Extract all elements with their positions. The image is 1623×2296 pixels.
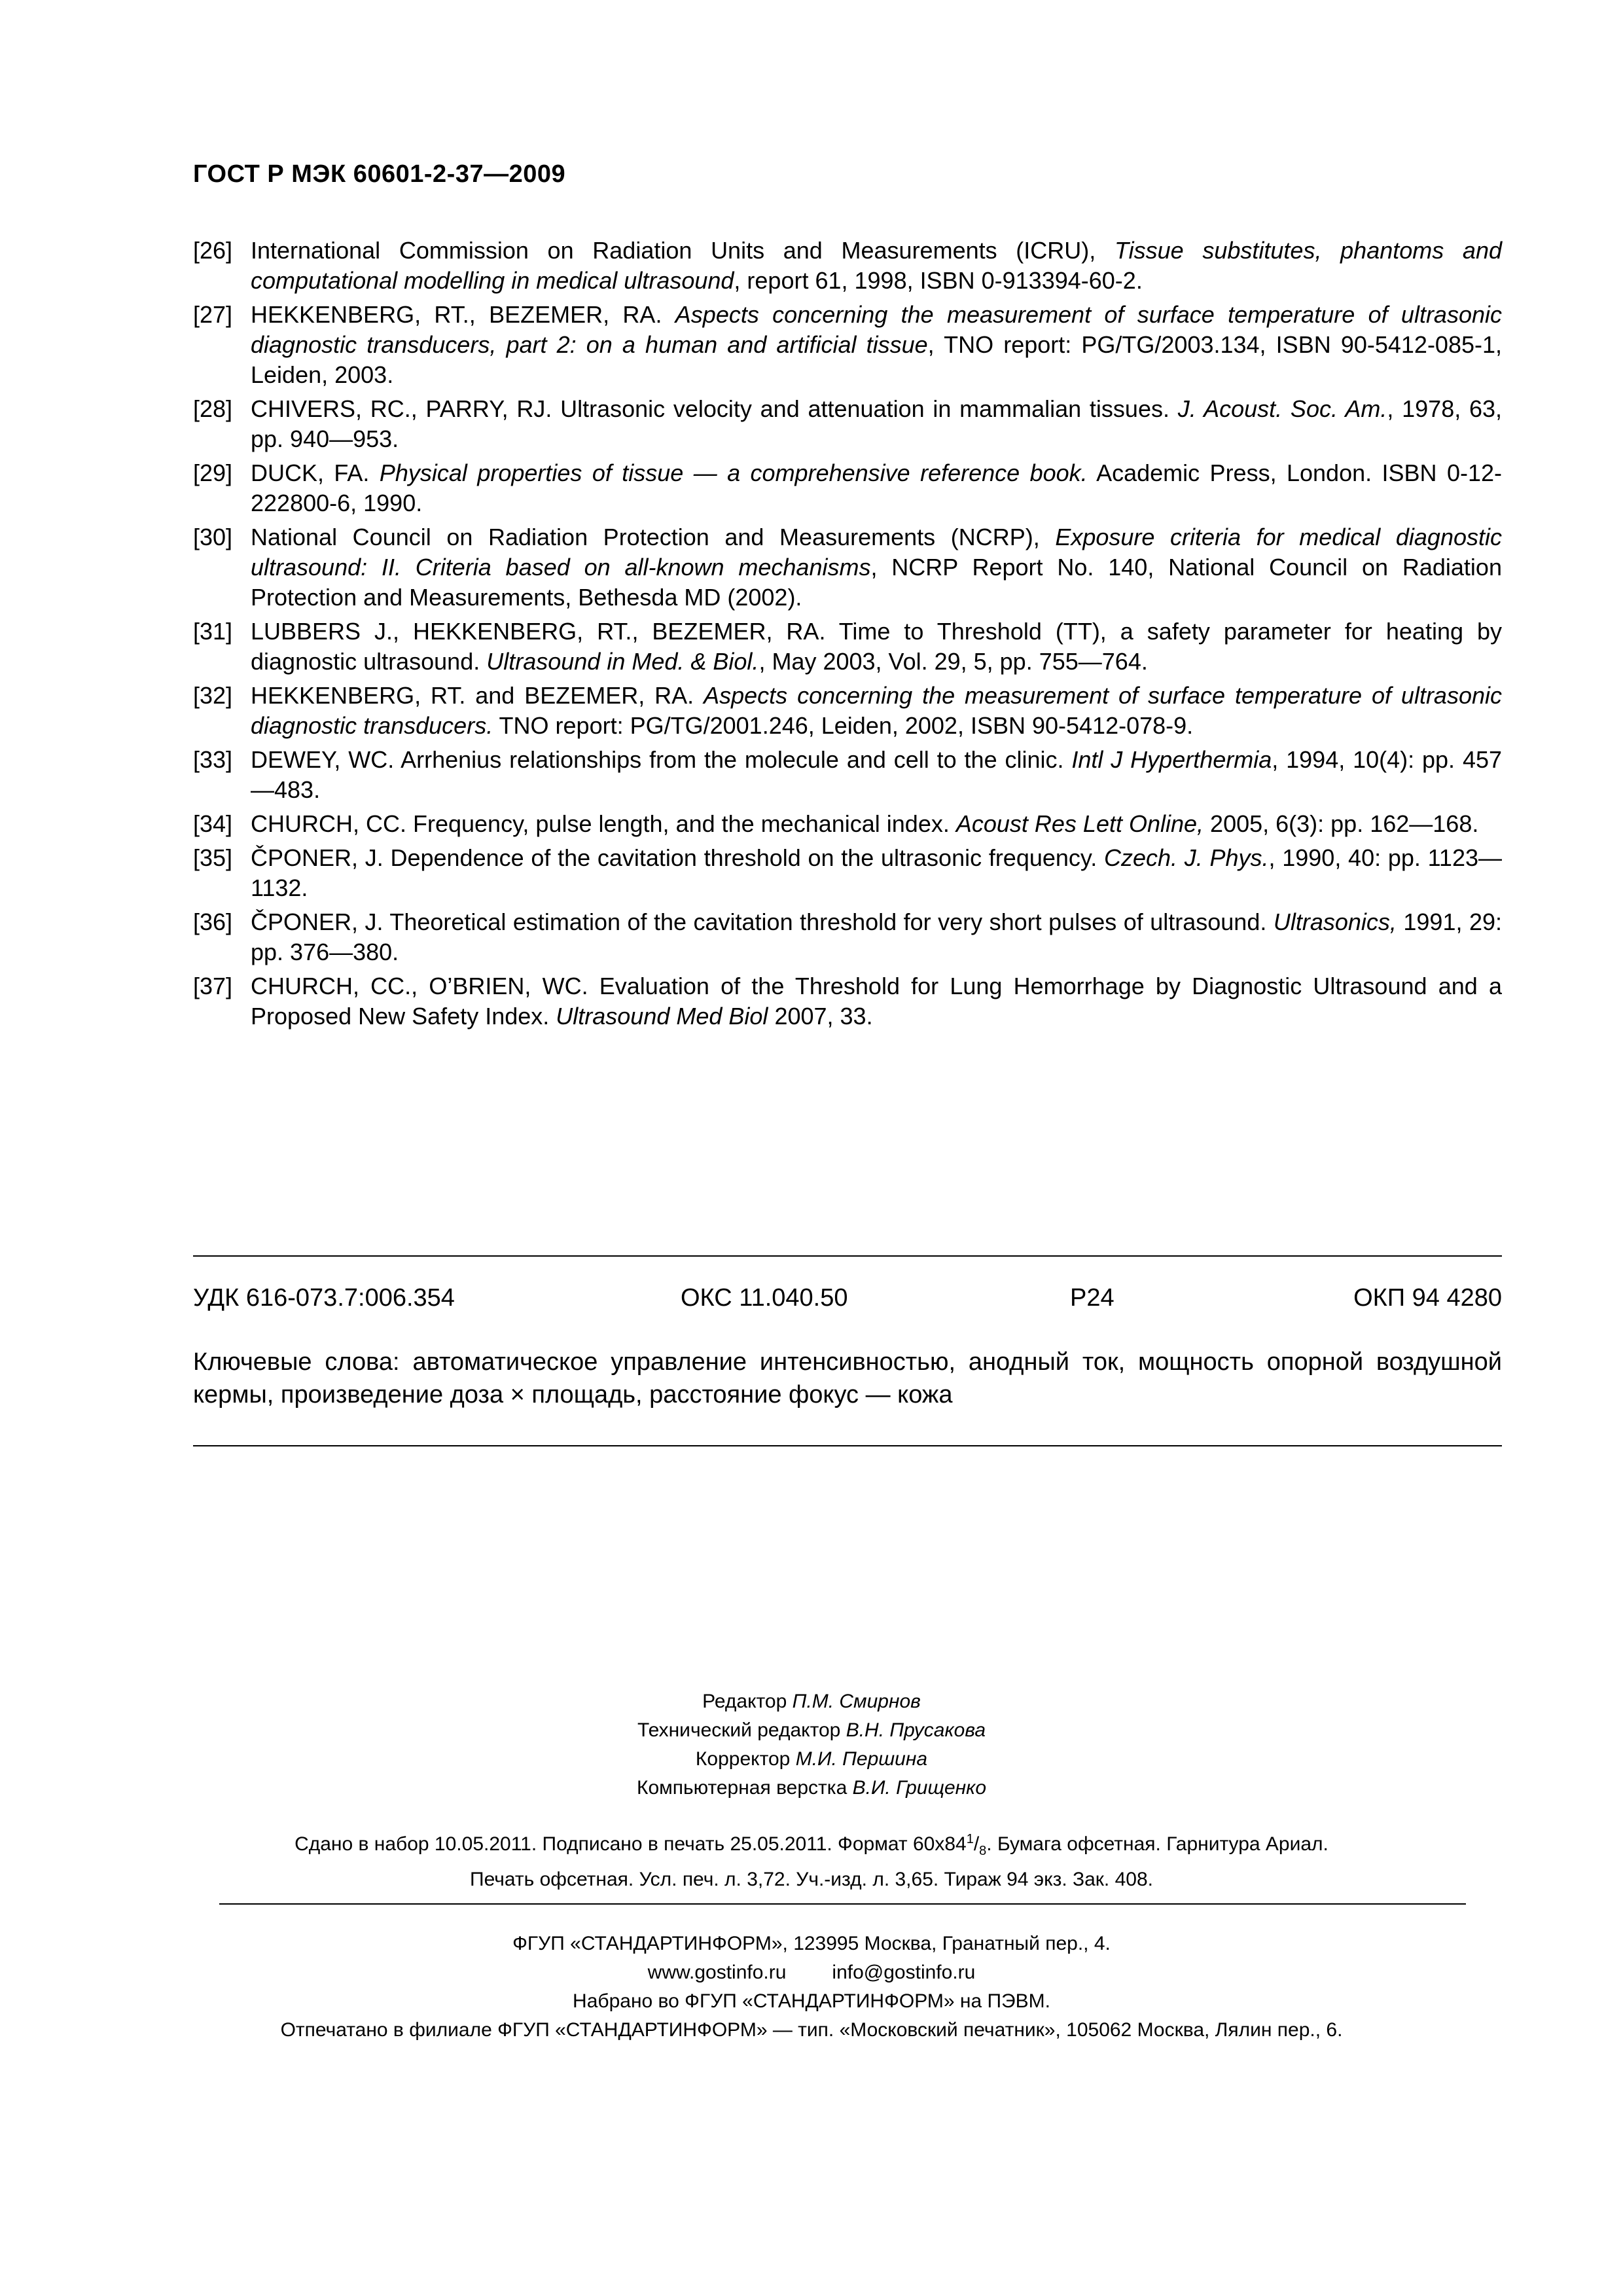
reference-title: Physical properties of tissue — a comprehensive reference book. xyxy=(379,459,1088,486)
reference-title: Exposure criteria for medical diagnostic ultrasound: II. Criteria based on all-known mechanisms xyxy=(251,524,1502,581)
credit-layout: Компьютерная верстка В.И. Грищенко xyxy=(636,1777,987,1799)
reference-item xyxy=(193,809,1502,839)
reference-text: CHURCH, CC. Frequency, pulse length, and the mechanical index. xyxy=(251,810,956,837)
reference-text: 1991, 29: pp. 376—380. xyxy=(251,908,1502,965)
reference-text: TNO report: PG/TG/2001.246, Leiden, 2002, ISBN 90-5412-078-9. xyxy=(493,712,1194,739)
reference-text: DEWEY, WC. Arrhenius relationships from the molecule and cell to the clinic. xyxy=(251,746,1072,773)
reference-text: CHURCH, CC., O’BRIEN, WC. Evaluation of the Threshold for Lung Hemorrhage by Diagnostic Ultrasound and a Proposed New Safety Index. xyxy=(251,973,1502,1030)
reference-item xyxy=(193,745,1502,805)
okp-code: ОКП 94 4280 xyxy=(1353,1284,1502,1312)
reference-number: [29] xyxy=(193,459,233,486)
reference-item xyxy=(193,971,1502,1031)
reference-title: Intl J Hyperthermia xyxy=(1071,746,1272,773)
reference-number: [34] xyxy=(193,810,233,837)
bibliography-list xyxy=(193,236,1502,1035)
reference-title: Aspects concerning the measurement of surface temperature of ultrasonic diagnostic transducers. xyxy=(251,682,1502,739)
reference-text: HEKKENBERG, RT., BEZEMER, RA. xyxy=(251,301,675,328)
reference-item xyxy=(193,458,1502,518)
reference-number: [37] xyxy=(193,973,233,999)
publisher-contacts xyxy=(0,1958,1623,1987)
reference-number: [31] xyxy=(193,618,233,645)
reference-text: ČPONER, J. Dependence of the cavitation threshold on the ultrasonic frequency. xyxy=(251,844,1104,871)
reference-number: [36] xyxy=(193,908,233,935)
reference-number: [33] xyxy=(193,746,233,773)
keywords: Ключевые слова: автоматическое управление интенсивностью, анодный ток, мощность опорной воздушной кермы, произведение доза × площадь, расстояние фокус — кожа xyxy=(193,1348,1502,1408)
email-link[interactable]: info@gostinfo.ru xyxy=(832,1962,976,1983)
reference-text: HEKKENBERG, RT. and BEZEMER, RA. xyxy=(251,682,704,709)
reference-item xyxy=(193,907,1502,967)
reference-item xyxy=(193,617,1502,677)
reference-text: , NCRP Report No. 140, National Council on Radiation Protection and Measurements, Bethesda MD (2002). xyxy=(251,554,1502,611)
reference-text: LUBBERS J., HEKKENBERG, RT., BEZEMER, RA. Time to Threshold (TT), a safety parameter for heating by diagnostic ultrasound. xyxy=(251,618,1502,675)
publisher-address: ФГУП «СТАНДАРТИНФОРМ», 123995 Москва, Гранатный пер., 4. xyxy=(512,1933,1111,1954)
divider-keywords xyxy=(193,1445,1502,1446)
udk-code: УДК 616-073.7:006.354 xyxy=(193,1284,455,1312)
printed-note: Отпечатано в филиале ФГУП «СТАНДАРТИНФОРМ» — тип. «Московский печатник», 105062 Москва, Лялин пер., 6. xyxy=(280,2019,1343,2041)
reference-number: [30] xyxy=(193,524,233,550)
website-link[interactable]: www.gostinfo.ru xyxy=(647,1962,787,1983)
reference-number: [32] xyxy=(193,682,233,709)
typeset-note: Набрано во ФГУП «СТАНДАРТИНФОРМ» на ПЭВМ. xyxy=(573,1990,1050,2012)
reference-text: ČPONER, J. Theoretical estimation of the cavitation threshold for very short pulses of ultrasound. xyxy=(251,908,1274,935)
r-code: Р24 xyxy=(1070,1284,1115,1312)
reference-text: , report 61, 1998, ISBN 0-913394-60-2. xyxy=(734,267,1143,294)
reference-title: J. Acoust. Soc. Am. xyxy=(1177,395,1387,422)
print-info xyxy=(196,1825,1427,1894)
publisher-info xyxy=(0,1929,1623,2045)
reference-text: 2007, 33. xyxy=(768,1003,873,1030)
print-line-2: Печать офсетная. Усл. печ. л. 3,72. Уч.-изд. л. 3,65. Тираж 94 экз. Зак. 408. xyxy=(470,1869,1153,1890)
reference-title: Acoust Res Lett Online, xyxy=(955,810,1204,837)
reference-title: Tissue substitutes, phantoms and computational modelling in medical ultrasound xyxy=(251,237,1502,294)
reference-text: , May 2003, Vol. 29, 5, pp. 755—764. xyxy=(758,648,1148,675)
reference-title: Ultrasound Med Biol xyxy=(556,1003,768,1030)
reference-text: , 1978, 63, pp. 940—953. xyxy=(251,395,1503,452)
reference-text: Academic Press, London. ISBN 0-12-222800-6, 1990. xyxy=(251,459,1503,516)
reference-text: National Council on Radiation Protection and Measurements (NCRP), xyxy=(251,524,1056,550)
reference-number: [28] xyxy=(193,395,233,422)
reference-item xyxy=(193,522,1502,613)
editorial-credits xyxy=(0,1687,1623,1803)
reference-number: [27] xyxy=(193,301,233,328)
oks-code: ОКС 11.040.50 xyxy=(681,1284,848,1312)
document-header: ГОСТ Р МЭК 60601-2-37—2009 xyxy=(193,160,566,188)
reference-number: [26] xyxy=(193,237,233,264)
reference-item xyxy=(193,843,1502,903)
credit-editor: Редактор П.М. Смирнов xyxy=(702,1691,921,1712)
reference-item xyxy=(193,236,1502,296)
reference-item xyxy=(193,394,1502,454)
reference-number: [35] xyxy=(193,844,233,871)
divider-publisher xyxy=(219,1903,1466,1905)
reference-title: Ultrasound in Med. & Biol. xyxy=(486,648,759,675)
reference-item xyxy=(193,300,1502,390)
reference-text: , TNO report: PG/TG/2003.134, ISBN 90-5412-085-1, Leiden, 2003. xyxy=(251,331,1503,388)
reference-text: , 1990, 40: pp. 1123—1132. xyxy=(251,844,1502,901)
reference-title: Czech. J. Phys. xyxy=(1103,844,1269,871)
reference-text: DUCK, FA. xyxy=(251,459,380,486)
reference-title: Ultrasonics, xyxy=(1273,908,1397,935)
print-line-1: Сдано в набор 10.05.2011. Подписано в печать 25.05.2011. Формат $60х84^1/_8$. Бумага офсетная. Гарнитура Ариал. xyxy=(294,1832,1329,1858)
credit-corrector: Корректор М.И. Першина xyxy=(695,1748,928,1770)
credit-tech-editor: Технический редактор В.Н. Прусакова xyxy=(637,1719,986,1741)
reference-text: International Commission on Radiation Units and Measurements (ICRU), xyxy=(251,237,1115,264)
reference-text: CHIVERS, RC., PARRY, RJ. Ultrasonic velocity and attenuation in mammalian tissues. xyxy=(251,395,1178,422)
divider-top xyxy=(193,1255,1502,1257)
reference-text: , 1994, 10(4): pp. 457—483. xyxy=(251,746,1503,803)
reference-text: 2005, 6(3): pp. 162—168. xyxy=(1204,810,1479,837)
reference-title: Aspects concerning the measurement of surface temperature of ultrasonic diagnostic transducers, part 2: on a human and artificial tissue xyxy=(251,301,1502,358)
reference-item xyxy=(193,681,1502,741)
